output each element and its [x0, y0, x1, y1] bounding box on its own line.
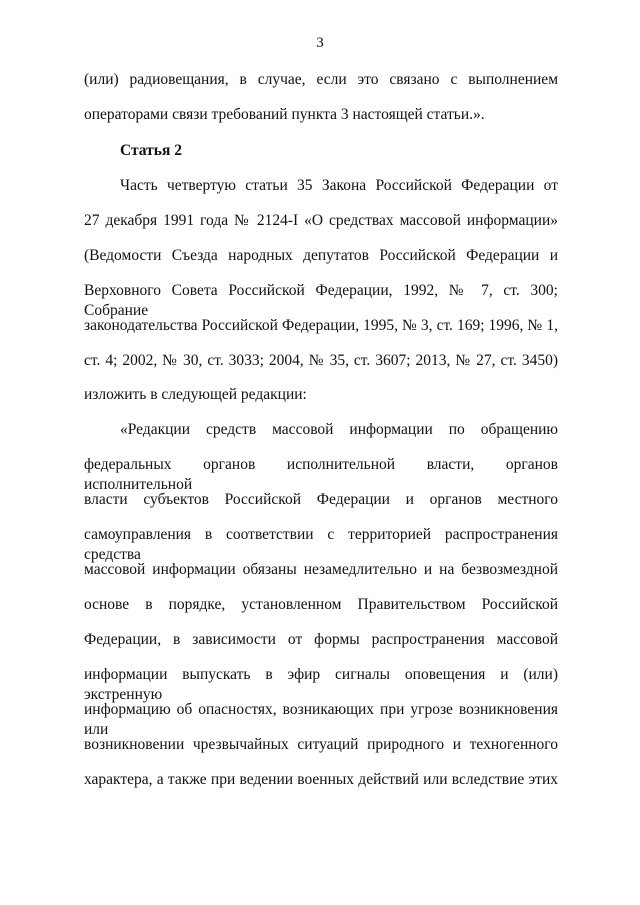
text-line: ст. 4; 2002, № 30, ст. 3033; 2004, № 35, ст. 3607; 2013, № 27, ст. 3450) — [84, 352, 558, 369]
text-line: федеральных органов исполнительной власти, органов исполнительной — [84, 456, 558, 493]
text-line: 27 декабря 1991 года № 2124-I «О средствах массовой информации» — [84, 212, 558, 229]
text-line: самоуправления в соответствии с территорией распространения средства — [84, 526, 558, 563]
text-line: (Ведомости Съезда народных депутатов Российской Федерации и — [84, 247, 558, 264]
article-heading: Статья 2 — [120, 142, 182, 159]
page-number: 3 — [316, 35, 324, 51]
text-line: Федерации, в зависимости от формы распространения массовой — [84, 631, 558, 648]
text-line: информацию об опасностях, возникающих при угрозе возникновения или — [84, 701, 558, 738]
text-line: операторами связи требований пункта 3 настоящей статьи.». — [84, 106, 485, 123]
text-line: власти субъектов Российской Федерации и органов местного — [84, 491, 558, 508]
text-line: изложить в следующей редакции: — [84, 386, 307, 403]
text-line: массовой информации обязаны незамедлительно и на безвозмездной — [84, 561, 558, 578]
text-line: (или) радиовещания, в случае, если это связано с выполнением — [84, 71, 558, 88]
text-line: Верховного Совета Российской Федерации, 1992, № 7, ст. 300; Собрание — [84, 282, 558, 319]
text-line: информации выпускать в эфир сигналы оповещения и (или) экстренную — [84, 666, 558, 703]
text-line: законодательства Российской Федерации, 1995, № 3, ст. 169; 1996, № 1, — [84, 317, 558, 334]
text-line: «Редакции средств массовой информации по обращению — [120, 421, 558, 438]
text-line: характера, а также при ведении военных действий или вследствие этих — [84, 771, 558, 788]
text-line: Часть четвертую статьи 35 Закона Российской Федерации от — [120, 177, 558, 194]
text-line: возникновении чрезвычайных ситуаций природного и техногенного — [84, 736, 558, 753]
text-line: основе в порядке, установленном Правительством Российской — [84, 596, 558, 613]
